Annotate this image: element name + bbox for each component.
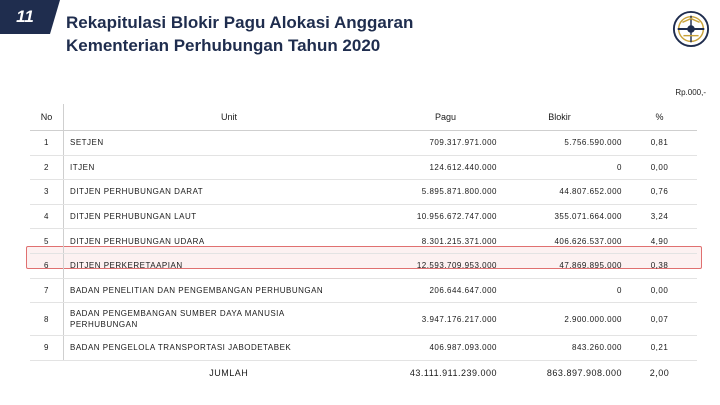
cell-pagu: 12.593.709.953.000 xyxy=(394,253,497,278)
cell-unit: BADAN PENGELOLA TRANSPORTASI JABODETABEK xyxy=(64,336,395,361)
currency-note: Rp.000,- xyxy=(675,88,706,97)
cell-no: 2 xyxy=(30,155,64,180)
cell-blokir: 47.869.895.000 xyxy=(497,253,622,278)
slide-number-badge xyxy=(0,0,50,34)
cell-pagu: 709.317.971.000 xyxy=(394,131,497,156)
cell-percent: 0,00 xyxy=(622,155,697,180)
cell-no: 4 xyxy=(30,204,64,229)
cell-no: 7 xyxy=(30,278,64,303)
total-pagu: 43.111.911.239.000 xyxy=(409,367,497,378)
cell-blokir: 5.756.590.000 xyxy=(497,131,622,156)
total-label: JUMLAH xyxy=(209,367,249,378)
cell-pagu: 406.987.093.000 xyxy=(394,336,497,361)
cell-unit: DITJEN PERHUBUNGAN UDARA xyxy=(64,229,395,254)
cell-unit: DITJEN PERHUBUNGAN DARAT xyxy=(64,180,395,205)
cell-percent: 0,21 xyxy=(622,336,697,361)
cell-pagu: 8.301.215.371.000 xyxy=(394,229,497,254)
cell-unit: ITJEN xyxy=(64,155,395,180)
cell-no-empty xyxy=(30,360,64,385)
cell-no: 5 xyxy=(30,229,64,254)
header-unit: Unit xyxy=(64,104,395,131)
cell-blokir: 2.900.000.000 xyxy=(497,303,622,336)
header-no: No xyxy=(30,104,64,131)
cell-percent: 0,00 xyxy=(622,278,697,303)
table-row xyxy=(30,278,697,303)
kemenhub-emblem-icon xyxy=(672,10,710,48)
cell-percent: 0,81 xyxy=(622,131,697,156)
title-line-2: Kementerian Perhubungan Tahun 2020 xyxy=(66,36,381,55)
table-header-row xyxy=(30,104,697,131)
cell-no: 6 xyxy=(30,253,64,278)
cell-blokir: 355.071.664.000 xyxy=(497,204,622,229)
cell-unit: BADAN PENELITIAN DAN PENGEMBANGAN PERHUBUNGAN xyxy=(64,278,395,303)
table-row xyxy=(30,303,697,336)
cell-pagu: 5.895.871.800.000 xyxy=(394,180,497,205)
cell-percent: 0,07 xyxy=(622,303,697,336)
cell-percent: 0,76 xyxy=(622,180,697,205)
cell-no: 8 xyxy=(30,303,64,336)
cell-percent: 4,90 xyxy=(622,229,697,254)
table-row xyxy=(30,336,697,361)
cell-pagu: 3.947.176.217.000 xyxy=(394,303,497,336)
cell-no: 1 xyxy=(30,131,64,156)
header-blokir: Blokir xyxy=(497,104,622,131)
page-title xyxy=(66,11,413,57)
cell-unit: DITJEN PERKERETAAPIAN xyxy=(64,253,395,278)
cell-blokir: 843.260.000 xyxy=(497,336,622,361)
cell-no: 3 xyxy=(30,180,64,205)
cell-pagu: 10.956.672.747.000 xyxy=(394,204,497,229)
header-pagu: Pagu xyxy=(394,104,497,131)
table-row xyxy=(30,131,697,156)
cell-unit: SETJEN xyxy=(64,131,395,156)
cell-blokir: 0 xyxy=(497,155,622,180)
title-line-1: Rekapitulasi Blokir Pagu Alokasi Anggaran xyxy=(66,13,414,32)
cell-pagu: 206.644.647.000 xyxy=(394,278,497,303)
table-total-row xyxy=(30,360,697,385)
budget-block-table xyxy=(30,104,697,385)
cell-blokir: 44.807.652.000 xyxy=(497,180,622,205)
cell-percent: 3,24 xyxy=(622,204,697,229)
cell-blokir: 406.626.537.000 xyxy=(497,229,622,254)
table-row-highlighted xyxy=(30,253,697,278)
cell-no: 9 xyxy=(30,336,64,361)
table-row xyxy=(30,204,697,229)
cell-unit: DITJEN PERHUBUNGAN LAUT xyxy=(64,204,395,229)
cell-percent: 0,38 xyxy=(622,253,697,278)
header-percent: % xyxy=(622,104,697,131)
table-row xyxy=(30,155,697,180)
slide-number: 11 xyxy=(16,7,34,26)
total-blokir: 863.897.908.000 xyxy=(546,367,622,378)
table-row xyxy=(30,180,697,205)
cell-blokir: 0 xyxy=(497,278,622,303)
cell-unit-text: BADAN PENGEMBANGAN SUMBER DAYA MANUSIA PERHUBUNGAN xyxy=(70,309,285,330)
total-percent: 2,00 xyxy=(649,367,670,378)
table-row xyxy=(30,229,697,254)
cell-pagu: 124.612.440.000 xyxy=(394,155,497,180)
cell-unit xyxy=(64,303,395,336)
